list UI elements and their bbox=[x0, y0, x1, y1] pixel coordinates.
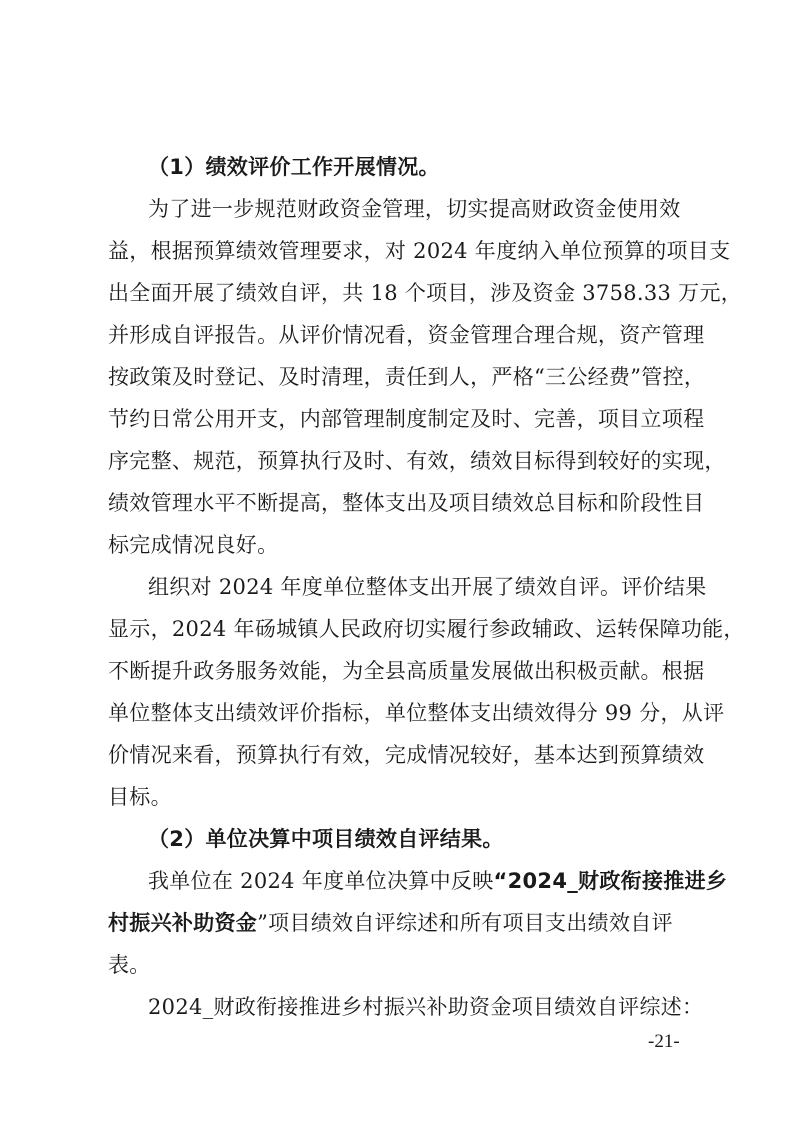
paragraph-line: 并形成自评报告。从评价情况看，资金管理合理合规，资产管理 bbox=[108, 323, 705, 347]
paragraph-line: 表。 bbox=[108, 953, 151, 977]
paragraph-line: 益，根据预算绩效管理要求，对 2024 年度纳入单位预算的项目支 bbox=[108, 239, 731, 263]
paragraph-line: 不断提升政务服务效能，为全县高质量发展做出积极贡献。根据 bbox=[108, 659, 705, 683]
paragraph-line bbox=[108, 908, 673, 938]
paragraph-line: 价情况来看，预算执行有效，完成情况较好，基本达到预算绩效 bbox=[108, 743, 705, 767]
paragraph-line: 标完成情况良好。 bbox=[108, 533, 279, 557]
text-run: ”项目绩效自评综述和所有项目支出绩效自评 bbox=[257, 911, 673, 935]
paragraph-line: 出全面开展了绩效自评，共 18 个项目，涉及资金 3758.33 万元， bbox=[108, 281, 743, 305]
paragraph-line bbox=[148, 866, 727, 896]
paragraph-line: 按政策及时登记、及时清理，责任到人，严格“三公经费”管控， bbox=[108, 365, 706, 389]
text-run: 我单位在 2024 年度单位决算中反映 bbox=[148, 869, 494, 893]
paragraph-line: 序完整、规范，预算执行及时、有效，绩效目标得到较好的实现， bbox=[108, 449, 726, 473]
paragraph-line: 为了进一步规范财政资金管理，切实提高财政资金使用效 bbox=[148, 197, 681, 221]
paragraph-line: 单位整体支出绩效评价指标，单位整体支出绩效得分 99 分，从评 bbox=[108, 701, 725, 725]
project-name-bold: 村振兴补助资金 bbox=[108, 911, 258, 935]
section1-heading: （1）绩效评价工作开展情况。 bbox=[148, 155, 440, 179]
paragraph-line: 节约日常公用开支，内部管理制度制定及时、完善，项目立项程 bbox=[108, 407, 705, 431]
page-number: -21- bbox=[648, 1031, 680, 1052]
paragraph-line: 2024_财政衔接推进乡村振兴补助资金项目绩效自评综述： bbox=[148, 995, 704, 1019]
paragraph-line: 绩效管理水平不断提高，整体支出及项目绩效总目标和阶段性目 bbox=[108, 491, 705, 515]
paragraph-line: 显示，2024 年砀城镇人民政府切实履行参政辅政、运转保障功能， bbox=[108, 617, 745, 641]
paragraph-line: 组织对 2024 年度单位整体支出开展了绩效自评。评价结果 bbox=[148, 575, 707, 599]
project-name-bold: “2024_财政衔接推进乡 bbox=[493, 869, 728, 893]
section2-heading: （2）单位决算中项目绩效自评结果。 bbox=[148, 827, 504, 851]
paragraph-line: 目标。 bbox=[108, 785, 172, 809]
